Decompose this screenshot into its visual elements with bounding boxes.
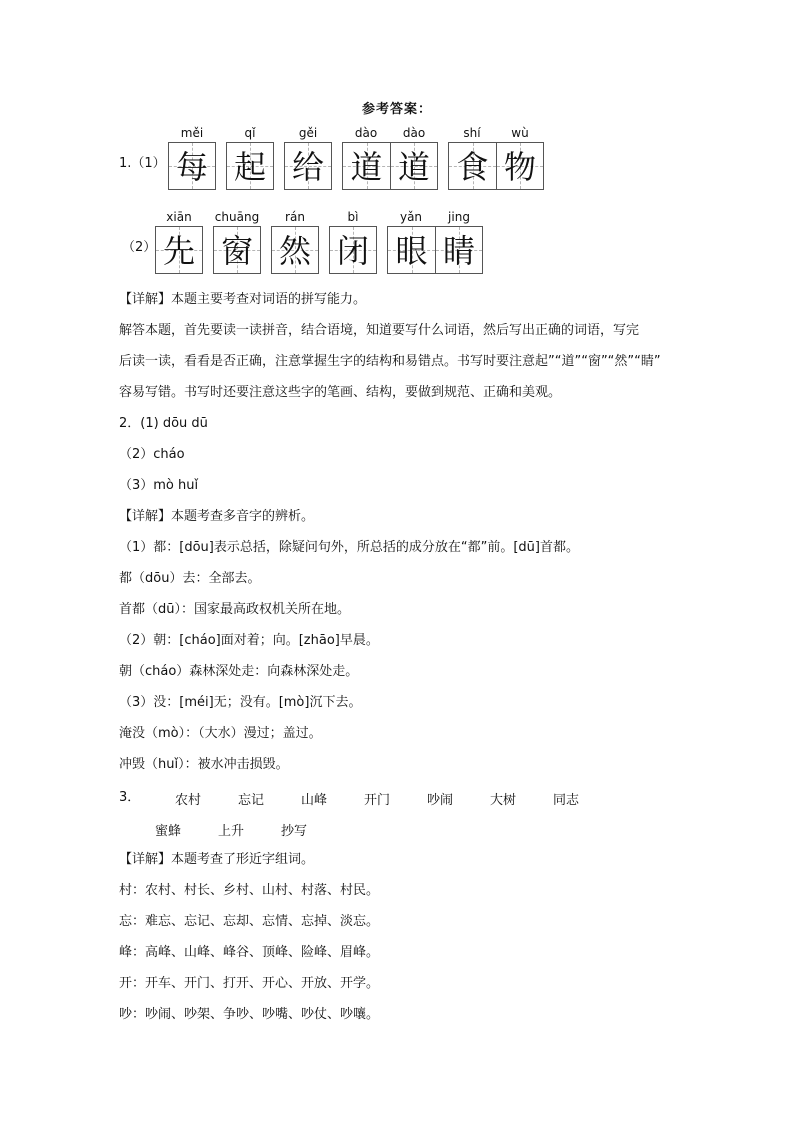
grid-cell bbox=[329, 208, 377, 274]
grid-cell bbox=[168, 124, 216, 190]
q3-label: 3． bbox=[119, 790, 141, 805]
text-line: 容易写错。书写时还要注意这些字的笔画、结构，要做到规范、正确和美观。 bbox=[119, 385, 562, 400]
answer-word: 忘记 bbox=[238, 793, 265, 808]
grid-cell bbox=[448, 124, 496, 190]
hanzi: 眼 bbox=[395, 232, 428, 270]
pinyin: yǎn bbox=[399, 210, 423, 224]
pinyin: chuāng bbox=[214, 210, 260, 224]
text-line: （3）mò huǐ bbox=[119, 478, 199, 493]
grid-cell bbox=[271, 208, 319, 274]
hanzi: 睛 bbox=[442, 232, 475, 270]
text-line: 开：开车、开门、打开、开心、开放、开学。 bbox=[119, 976, 380, 991]
q3-words-row2 bbox=[155, 820, 307, 839]
q1-row2-grid bbox=[155, 208, 483, 274]
grid-cell bbox=[284, 124, 332, 190]
pinyin: jing bbox=[448, 210, 470, 224]
q3-words-row1 bbox=[175, 789, 579, 808]
text-line: 朝（cháo）森林深处走：向森林深处走。 bbox=[119, 664, 359, 679]
grid-cell bbox=[496, 124, 544, 190]
text-line: 后读一读，看看是否正确，注意掌握生字的结构和易错点。书写时要注意起”“道”“窗”“然”“睛” bbox=[119, 354, 661, 369]
pinyin: bì bbox=[347, 210, 359, 224]
page-title: 参考答案： bbox=[361, 102, 432, 117]
text-line: 【详解】本题考查多音字的辨析。 bbox=[119, 509, 315, 524]
answer-word: 大树 bbox=[490, 793, 517, 808]
text-line: （3）没：[méi]无；没有。[mò]沉下去。 bbox=[119, 695, 362, 710]
hanzi: 闭 bbox=[336, 232, 369, 270]
text-line: 首都（dū）：国家最高政权机关所在地。 bbox=[119, 602, 350, 617]
text-line: （2）朝：[cháo]面对着；向。[zhāo]早晨。 bbox=[119, 633, 379, 648]
grid-cell bbox=[390, 124, 438, 190]
hanzi: 先 bbox=[162, 232, 195, 270]
hanzi: 然 bbox=[278, 232, 311, 270]
pinyin: dào bbox=[354, 126, 378, 140]
grid-cell bbox=[213, 208, 261, 274]
hanzi: 道 bbox=[350, 148, 383, 186]
text-line: （2）cháo bbox=[119, 447, 185, 462]
text-line: 解答本题，首先要读一读拼音，结合语境，知道要写什么词语，然后写出正确的词语，写完 bbox=[119, 323, 640, 338]
q1-part2-label: （2） bbox=[122, 240, 157, 255]
grid-cell bbox=[387, 208, 435, 274]
grid-cell bbox=[226, 124, 274, 190]
hanzi: 窗 bbox=[220, 232, 253, 270]
text-line: （1）都：[dōu]表示总括，除疑问句外，所总括的成分放在“都”前。[dū]首都。 bbox=[119, 540, 579, 555]
pinyin: xiān bbox=[166, 210, 192, 224]
text-line: 【详解】本题主要考查对词语的拼写能力。 bbox=[119, 292, 367, 307]
grid-cell bbox=[342, 124, 390, 190]
hanzi: 食 bbox=[456, 148, 489, 186]
pinyin: dào bbox=[402, 126, 426, 140]
answer-word: 农村 bbox=[175, 793, 202, 808]
hanzi: 起 bbox=[233, 148, 266, 186]
q1-row1-grid bbox=[168, 124, 544, 190]
grid-cell bbox=[435, 208, 483, 274]
pinyin: wù bbox=[511, 126, 529, 140]
answer-word: 吵闹 bbox=[427, 793, 454, 808]
text-line: 村：农村、村长、乡村、山村、村落、村民。 bbox=[119, 883, 380, 898]
text-line: 峰：高峰、山峰、峰谷、顶峰、险峰、眉峰。 bbox=[119, 945, 380, 960]
pinyin: měi bbox=[180, 126, 204, 140]
hanzi: 道 bbox=[397, 148, 430, 186]
answer-word: 同志 bbox=[553, 793, 580, 808]
answer-word: 上升 bbox=[218, 824, 245, 839]
text-line: 冲毁（huǐ）：被水冲击损毁。 bbox=[119, 757, 289, 772]
text-line: 忘：难忘、忘记、忘却、忘情、忘掉、淡忘。 bbox=[119, 914, 380, 929]
text-line: 都（dōu）去：全部去。 bbox=[119, 571, 261, 586]
answer-word: 抄写 bbox=[281, 824, 308, 839]
text-line: 吵：吵闹、吵架、争吵、吵嘴、吵仗、吵嚷。 bbox=[119, 1007, 380, 1022]
answer-word: 山峰 bbox=[301, 793, 328, 808]
text-line: 2．(1) dōu dū bbox=[119, 416, 208, 431]
hanzi: 物 bbox=[503, 148, 536, 186]
answer-word: 蜜蜂 bbox=[155, 824, 182, 839]
q1-part1-label: 1.（1） bbox=[119, 156, 166, 171]
grid-cell bbox=[155, 208, 203, 274]
answer-word: 开门 bbox=[364, 793, 391, 808]
hanzi: 每 bbox=[175, 148, 208, 186]
pinyin: rán bbox=[285, 210, 305, 224]
pinyin: qǐ bbox=[244, 126, 256, 140]
text-line: 淹没（mò）：（大水）漫过；盖过。 bbox=[119, 726, 322, 741]
pinyin: shí bbox=[463, 126, 481, 140]
pinyin: gěi bbox=[298, 126, 318, 140]
text-line: 【详解】本题考查了形近字组词。 bbox=[119, 852, 315, 867]
hanzi: 给 bbox=[291, 148, 324, 186]
